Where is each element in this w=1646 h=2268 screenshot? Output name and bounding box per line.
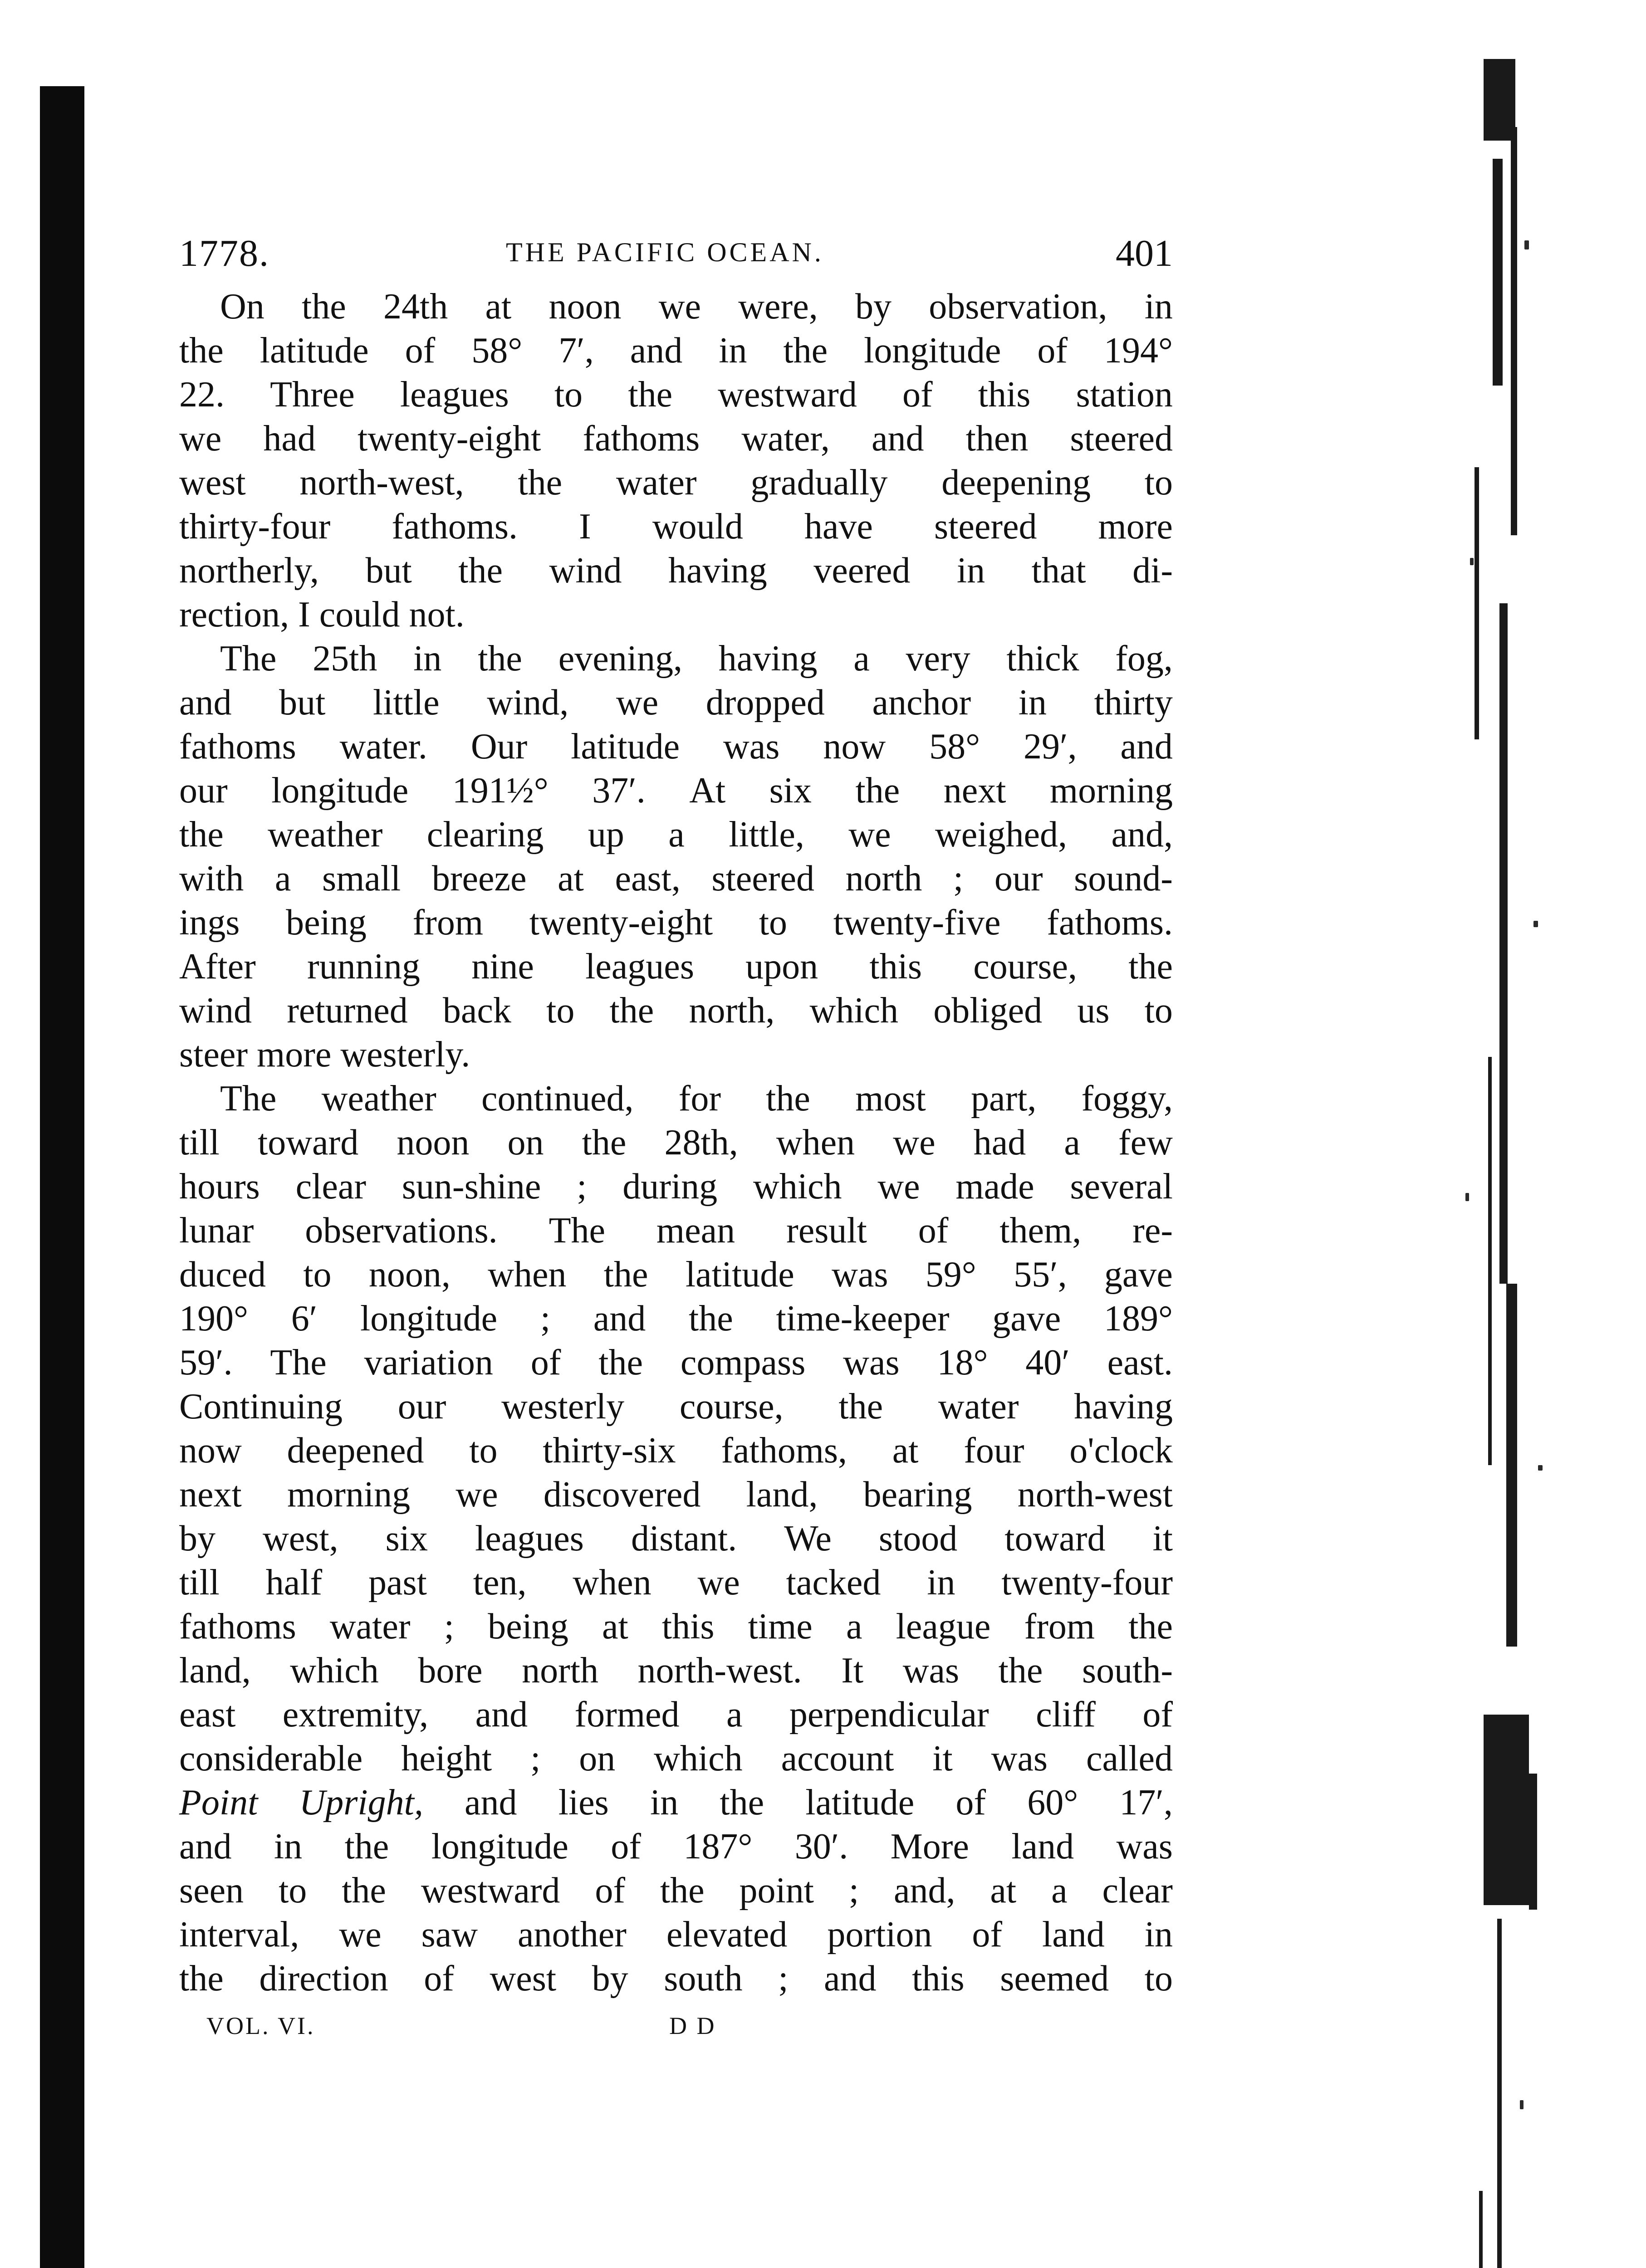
text-line: steer more westerly.: [179, 1035, 470, 1075]
text-line: The weather continued, for the most part, foggy,: [220, 1079, 1173, 1119]
text-line: with a small breeze at east, steered north ; our sound-: [179, 859, 1173, 899]
page-edge-bleed: [1456, 59, 1606, 2268]
text-line: and in the longitude of 187° 30′. More land was: [179, 1827, 1173, 1867]
text-line: now deepened to thirty-six fathoms, at four o'clock: [179, 1431, 1173, 1471]
text-line: 22. Three leagues to the westward of this station: [179, 375, 1173, 415]
text-line: 190° 6′ longitude ; and the time-keeper gave 189°: [179, 1299, 1173, 1339]
text-line: interval, we saw another elevated portion of land in: [179, 1915, 1173, 1955]
text-line: considerable height ; on which account it was called: [179, 1739, 1173, 1779]
text-line: fathoms water ; being at this time a league from the: [179, 1607, 1173, 1647]
text-line: the direction of west by south ; and this seemed to: [179, 1959, 1173, 1999]
text-line: the latitude of 58° 7′, and in the longitude of 194°: [179, 331, 1173, 371]
body-text: [179, 285, 1173, 2001]
book-page: [179, 231, 1173, 2046]
page-number: 401: [1116, 232, 1173, 274]
text-line: rection, I could not.: [179, 595, 465, 635]
running-head-year: 1778.: [179, 232, 269, 274]
text-line: west north-west, the water gradually deepening to: [179, 463, 1173, 503]
text-line: wind returned back to the north, which obliged us to: [179, 991, 1173, 1031]
text-line: duced to noon, when the latitude was 59° 55′, gave: [179, 1255, 1173, 1295]
text-line: east extremity, and formed a perpendicular cliff of: [179, 1695, 1173, 1735]
text-line: land, which bore north north-west. It was the south-: [179, 1651, 1173, 1691]
text-line: our longitude 191½° 37′. At six the next morning: [179, 771, 1173, 811]
text-line: seen to the westward of the point ; and, at a clear: [179, 1871, 1173, 1911]
running-head: [179, 231, 1173, 281]
text-line: by west, six leagues distant. We stood toward it: [179, 1519, 1173, 1559]
page-binding-shadow: [40, 86, 84, 2268]
signature-mark: D D: [669, 2012, 716, 2039]
text-line: we had twenty-eight fathoms water, and then steered: [179, 419, 1173, 459]
text-line: thirty-four fathoms. I would have steered more: [179, 507, 1173, 547]
text-line: On the 24th at noon we were, by observation, in: [220, 287, 1173, 327]
text-line: Continuing our westerly course, the water having: [179, 1387, 1173, 1427]
text-line: The 25th in the evening, having a very thick fog,: [220, 639, 1173, 679]
text-line: northerly, but the wind having veered in that di-: [179, 551, 1173, 591]
text-line: the weather clearing up a little, we weighed, and,: [179, 815, 1173, 855]
text-line: fathoms water. Our latitude was now 58° 29′, and: [179, 727, 1173, 767]
text-line: next morning we discovered land, bearing north-west: [179, 1475, 1173, 1515]
text-line: Point Upright, and lies in the latitude of 60° 17′,: [179, 1783, 1173, 1823]
volume-label: VOL. VI.: [206, 2012, 315, 2039]
text-line: hours clear sun-shine ; during which we made several: [179, 1167, 1173, 1207]
running-head-title: THE PACIFIC OCEAN.: [506, 237, 824, 267]
text-line: till half past ten, when we tacked in twenty-four: [179, 1563, 1173, 1603]
page-footer: [179, 2005, 1173, 2046]
text-line: ings being from twenty-eight to twenty-five fathoms.: [179, 903, 1173, 943]
text-line: lunar observations. The mean result of them, re-: [179, 1211, 1173, 1251]
text-line: till toward noon on the 28th, when we had a few: [179, 1123, 1173, 1163]
text-line: 59′. The variation of the compass was 18° 40′ east.: [179, 1343, 1173, 1383]
text-line: and but little wind, we dropped anchor in thirty: [179, 683, 1173, 723]
text-line: After running nine leagues upon this course, the: [179, 947, 1173, 987]
